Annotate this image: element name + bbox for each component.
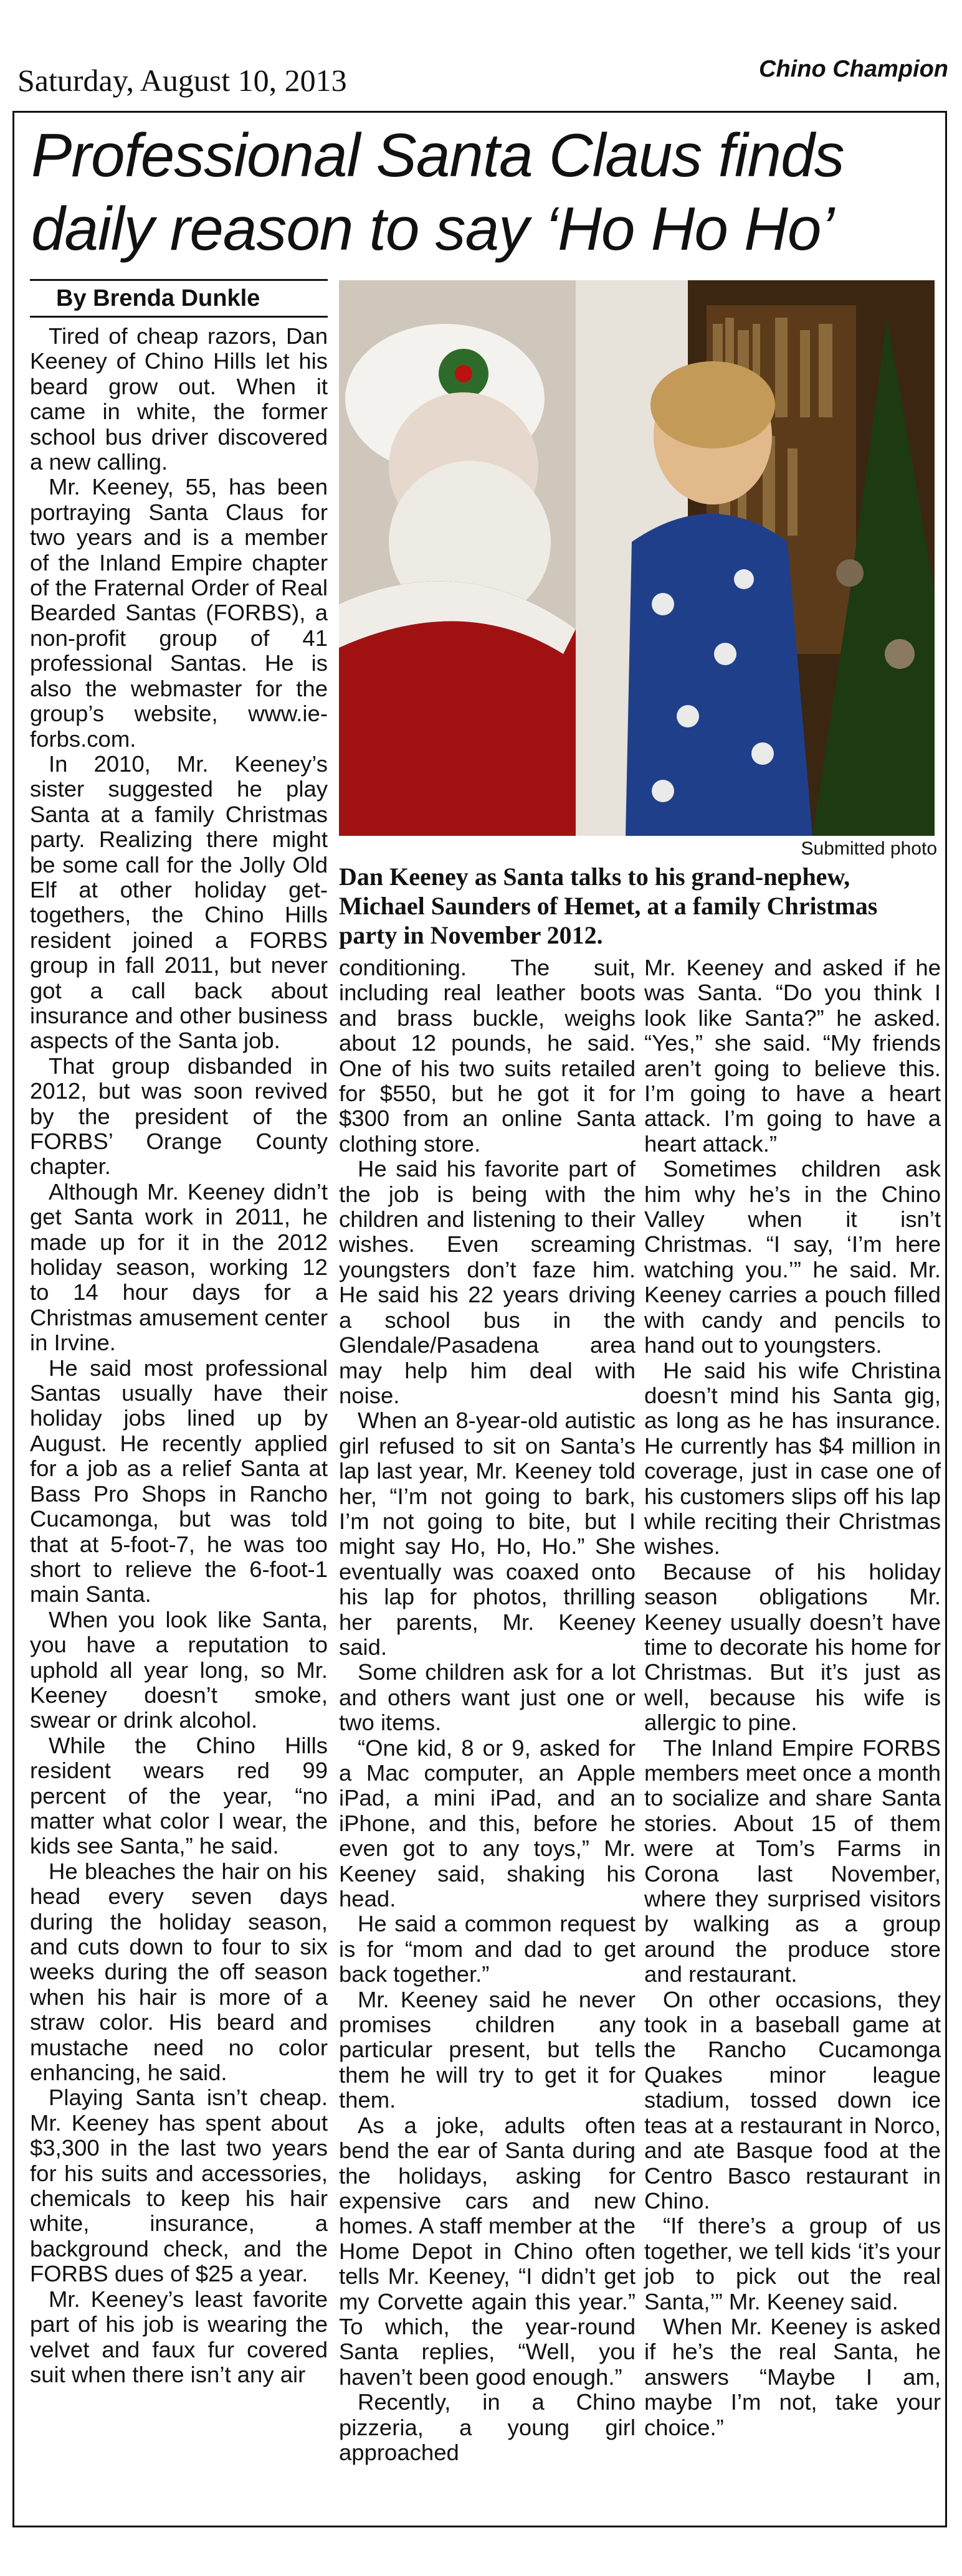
paragraph: The Inland Empire FORBS members meet once a month to socialize and share Santa stories. About 15 of them were at Tom’s Farms in Corona last November, where they surprised visitors by walking as a group around the produce store and restaurant. xyxy=(644,1735,941,1987)
paragraph: He bleaches the hair on his head every seven days during the holiday season, and cuts down to four to six weeks during the off season when his hair is more of a straw color. His beard and mustache need no color enhancing, he said. xyxy=(30,1858,328,2086)
article-photo xyxy=(339,280,935,836)
paragraph: Because of his holiday season obligations Mr. Keeney usually doesn’t have time to decorate his home for Christmas. But it’s just as well, because his wife is allergic to pine. xyxy=(644,1558,941,1736)
headline: Professional Santa Claus finds daily reason to say ‘Ho Ho Ho’ xyxy=(31,121,844,263)
paragraph: Mr. Keeney’s least favorite part of his job is wearing the velvet and faux fur covered suit when there isn’t any air xyxy=(30,2286,328,2387)
article-column-2 xyxy=(339,955,636,2465)
photo-caption: Dan Keeney as Santa talks to his grand-nephew, Michael Saunders of Hemet, at a family Christmas party in November 2012. xyxy=(339,863,878,949)
paragraph: Playing Santa isn’t cheap. Mr. Keeney has spent about $3,300 in the last two years for his suits and accessories, chemicals to keep his hair white, insurance, a background check, and the FORBS dues of $25 a year. xyxy=(30,2085,328,2287)
paragraph: Mr. Keeney said he never promises children any particular present, but tells them he will try to get it for them. xyxy=(339,1986,636,2113)
paragraph: When you look like Santa, you have a reputation to uphold all year long, so Mr. Keeney doesn’t smoke, swear or drink alcohol. xyxy=(30,1606,328,1733)
santa-photo-illustration xyxy=(339,280,935,836)
paragraph: Sometimes children ask him why he’s in the Chino Valley when it isn’t Christmas. “I say, ‘I’m here watching you.’” he said. Mr. Keeney carries a pouch filled with candy and pencils to hand out to youngsters. xyxy=(644,1156,941,1358)
paragraph: As a joke, adults often bend the ear of Santa during the holidays, asking for expensive cars and new homes. A staff member at the Home Depot in Chino often tells Mr. Keeney, “I didn’t get my Corvette again this year.” To which, the year-round Santa replies, “Well, you haven’t been good enough.” xyxy=(339,2112,636,2390)
paragraph: “If there’s a group of us together, we tell kids ‘it’s your job to pick out the real Santa,’” Mr. Keeney said. xyxy=(644,2213,941,2314)
dateline: Saturday, August 10, 2013 xyxy=(17,63,347,98)
byline: By Brenda Dunkle xyxy=(30,279,328,318)
paragraph: “One kid, 8 or 9, asked for a Mac computer, an Apple iPad, a mini iPad, and an iPhone, and this, before he even got to any toys,” Mr. Keeney said, shaking his head. xyxy=(339,1735,636,1912)
paragraph: He said his favorite part of the job is being with the children and listening to their wishes. Even screaming youngsters don’t faze him. He said his 22 years driving a school bus in the Glendale/Pasadena area may help him deal with noise. xyxy=(339,1156,636,1408)
paragraph: Some children ask for a lot and others want just one or two items. xyxy=(339,1659,636,1736)
paragraph: On other occasions, they took in a baseball game at the Rancho Cucamonga Quakes minor league stadium, tossed down ice teas at a restaurant in Norco, and ate Basque food at the Centro Basco restaurant in Chino. xyxy=(644,1986,941,2214)
article-column-1 xyxy=(30,324,328,2387)
paragraph: He said most professional Santas usually have their holiday jobs lined up by August. He recently applied for a job as a relief Santa at Bass Pro Shops in Rancho Cucamonga, but was told that at 5-foot-7, he was too short to relieve the 6-foot-1 main Santa. xyxy=(30,1355,328,1608)
paragraph: Tired of cheap razors, Dan Keeney of Chino Hills let his beard grow out. When it came in white, the former school bus driver discovered a new calling. xyxy=(30,323,328,475)
paragraph: When Mr. Keeney is asked if he’s the real Santa, he answers “Maybe I am, maybe I’m not, take your choice.” xyxy=(644,2313,941,2440)
publication-name: Chino Champion xyxy=(759,56,948,82)
paragraph: Mr. Keeney, 55, has been portraying Santa Claus for two years and is a member of the Inland Empire chapter of the Fraternal Order of Real Bearded Santas (FORBS), a non-profit group of 41 professional Santas. He is also the webmaster for the group’s website, www.ie-forbs.com. xyxy=(30,474,328,752)
paragraph: While the Chino Hills resident wears red 99 percent of the year, “no matter what color I wear, the kids see Santa,” he said. xyxy=(30,1732,328,1859)
paragraph: In 2010, Mr. Keeney’s sister suggested he play Santa at a family Christmas party. Realizing there might be some call for the Jolly Old Elf at other holiday get-togethers, the Chino Hills resident joined a FORBS group in fall 2011, but never got a call back about insurance and other business aspects of the Santa job. xyxy=(30,751,328,1054)
paragraph: conditioning. The suit, including real leather boots and brass buckle, weighs about 12 pounds, he said. One of his two suits retailed for $550, but he got it for $300 from an online Santa clothing store. xyxy=(339,955,636,1157)
article-column-3 xyxy=(644,955,941,2440)
paragraph: Recently, in a Chino pizzeria, a young girl approached xyxy=(339,2389,636,2465)
paragraph: When an 8-year-old autistic girl refused to sit on Santa’s lap last year, Mr. Keeney told her, “I’m not going to bark, I’m not going to bite, but I might say Ho, Ho, Ho.” She eventually was coaxed onto his lap for photos, thrilling her parents, Mr. Keeney said. xyxy=(339,1408,636,1660)
paragraph: That group disbanded in 2012, but was soon revived by the president of the FORBS’ Orange County chapter. xyxy=(30,1053,328,1180)
paragraph: Although Mr. Keeney didn’t get Santa work in 2011, he made up for it in the 2012 holiday season, working 12 to 14 hour days for a Christmas amusement center in Irvine. xyxy=(30,1178,328,1356)
paragraph: He said his wife Christina doesn’t mind his Santa gig, as long as he has insurance. He currently has $4 million in coverage, just in case one of his customers slips off his lap while reciting their Christmas wishes. xyxy=(644,1357,941,1560)
paragraph: Mr. Keeney and asked if he was Santa. “Do you think I look like Santa?” he asked. “Yes,” she said. “My friends aren’t going to believe this. I’m going to have a heart attack. I’m going to have a heart attack.” xyxy=(644,955,941,1157)
paragraph: He said a common request is for “mom and dad to get back together.” xyxy=(339,1911,636,1987)
photo-credit: Submitted photo xyxy=(801,838,937,859)
